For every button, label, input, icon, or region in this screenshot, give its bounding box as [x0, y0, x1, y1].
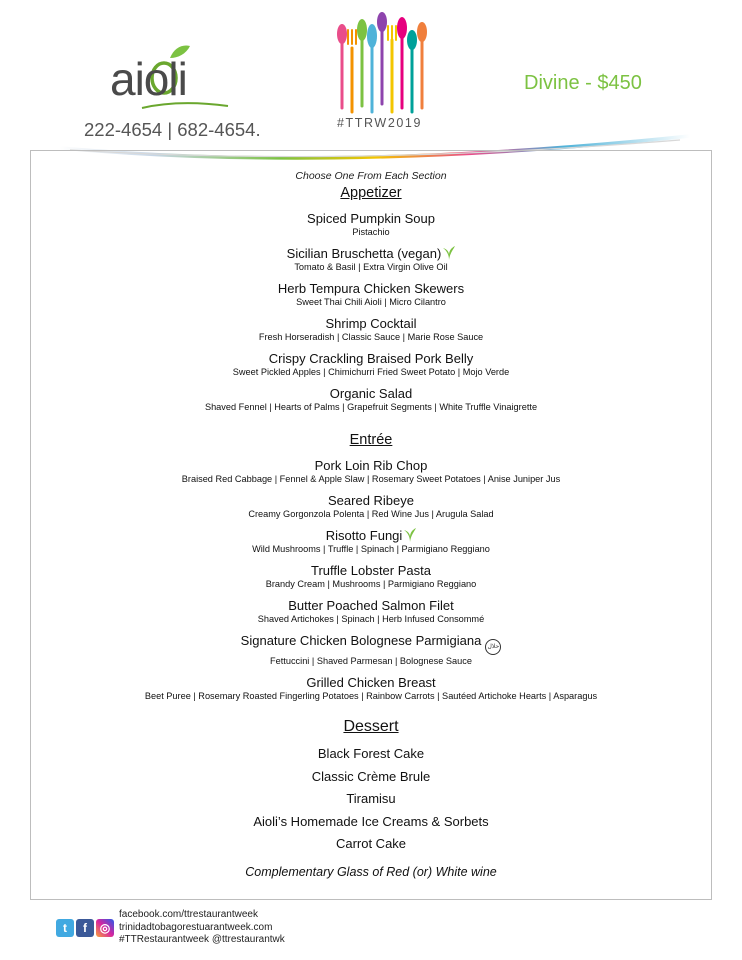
dessert-heading: Dessert: [343, 718, 399, 735]
menu-content: [30, 170, 712, 879]
dish-description: Brandy Cream | Mushrooms | Parmigiano Reggiano: [265, 579, 477, 589]
facebook-link[interactable]: facebook.com/ttrestaurantweek: [119, 909, 258, 920]
dish-description: Beet Puree | Rosemary Roasted Fingerling Potatoes | Rainbow Carrots | Sautéed Artichoke Hearts | Asparagus: [144, 691, 598, 701]
menu-item: [30, 598, 712, 625]
menu-price: Divine - $450: [524, 72, 642, 94]
dish-name-row: [30, 633, 712, 655]
halal-icon: حلال: [485, 639, 501, 655]
dish-name: Shrimp Cocktail: [325, 316, 417, 331]
menu-item: [30, 281, 712, 308]
dessert-item: Carrot Cake: [335, 836, 407, 851]
dish-description: Sweet Thai Chili Aioli | Micro Cilantro: [296, 297, 446, 307]
dish-name: Risotto Fungi: [325, 528, 403, 543]
appetizer-heading: Appetizer: [340, 185, 402, 201]
dish-description: Shaved Artichokes | Spinach | Herb Infused Consommé: [257, 614, 485, 624]
facebook-icon[interactable]: f: [76, 919, 94, 937]
social-icons: [56, 919, 114, 937]
logo-text: aioli: [110, 53, 187, 105]
dish-name: Seared Ribeye: [328, 493, 414, 508]
dish-name-row: [30, 246, 712, 261]
dessert-section: [30, 718, 712, 851]
dish-description: Wild Mushrooms | Truffle | Spinach | Parmigiano Reggiano: [252, 544, 490, 554]
menu-item: [30, 458, 712, 485]
dish-name: Sicilian Bruschetta (vegan): [286, 246, 442, 261]
dish-description: Creamy Gorgonzola Polenta | Red Wine Jus | Arugula Salad: [248, 509, 494, 519]
dish-name: Crispy Crackling Braised Pork Belly: [268, 351, 474, 366]
footer-links: [119, 909, 285, 947]
phone-numbers: 222-4654 | 682-4654.: [84, 119, 261, 140]
dish-name: Spiced Pumpkin Soup: [307, 211, 435, 226]
wine-note: Complementary Glass of Red (or) White wine: [245, 865, 497, 879]
entree-heading: Entrée: [349, 432, 393, 448]
dish-name-row: [30, 528, 712, 543]
dessert-item: Aioli’s Homemade Ice Creams & Sorbets: [253, 813, 489, 829]
dish-name: Herb Tempura Chicken Skewers: [277, 281, 465, 296]
menu-item: [30, 528, 712, 555]
menu-item: [30, 563, 712, 590]
dish-description: Sweet Pickled Apples | Chimichurri Fried Sweet Potato | Mojo Verde: [232, 367, 510, 377]
entree-section: [30, 431, 712, 702]
twitter-icon[interactable]: t: [56, 919, 74, 937]
social-handles: #TTRestaurantweek @ttrestaurantwk: [119, 934, 285, 945]
menu-item: [30, 493, 712, 520]
dish-name: Pork Loin Rib Chop: [314, 458, 428, 473]
dish-description: Shaved Fennel | Hearts of Palms | Grapefruit Segments | White Truffle Vinaigrette: [204, 402, 538, 412]
vegan-leaf-icon: [443, 246, 455, 260]
restaurant-logo: [108, 44, 238, 116]
menu-item: [30, 633, 712, 667]
dish-name: Truffle Lobster Pasta: [311, 563, 431, 578]
vegan-leaf-icon: [404, 528, 416, 542]
website-link[interactable]: trinidadtobagorestuarantweek.com: [119, 921, 273, 933]
dish-name: Signature Chicken Bolognese Parmigiana: [240, 633, 482, 648]
dish-name: Organic Salad: [329, 386, 413, 401]
dish-description: Fresh Horseradish | Classic Sauce | Marie Rose Sauce: [258, 332, 484, 342]
menu-item: [30, 351, 712, 378]
dessert-item: Classic Crème Brule: [311, 768, 431, 784]
dish-description: Pistachio: [352, 227, 390, 237]
dish-description: Tomato & Basil | Extra Virgin Olive Oil: [294, 262, 448, 272]
menu-item: [30, 316, 712, 343]
dish-name: Grilled Chicken Breast: [306, 675, 436, 690]
menu-item: [30, 246, 712, 273]
instagram-icon[interactable]: ◎: [96, 919, 114, 937]
dish-description: Fettuccini | Shaved Parmesan | Bolognese Sauce: [270, 656, 472, 666]
menu-item: [30, 386, 712, 413]
dessert-item: Black Forest Cake: [317, 746, 425, 761]
menu-item: [30, 211, 712, 238]
menu-instructions: Choose One From Each Section: [295, 170, 447, 182]
menu-item: [30, 675, 712, 702]
dish-name: Butter Poached Salmon Filet: [288, 598, 454, 613]
dessert-item: Tiramisu: [346, 791, 396, 806]
appetizer-section: [30, 184, 712, 413]
dish-description: Braised Red Cabbage | Fennel & Apple Slaw | Rosemary Sweet Potatoes | Anise Juniper Jus: [181, 474, 561, 484]
event-hashtag: #TTRW2019: [337, 116, 423, 130]
